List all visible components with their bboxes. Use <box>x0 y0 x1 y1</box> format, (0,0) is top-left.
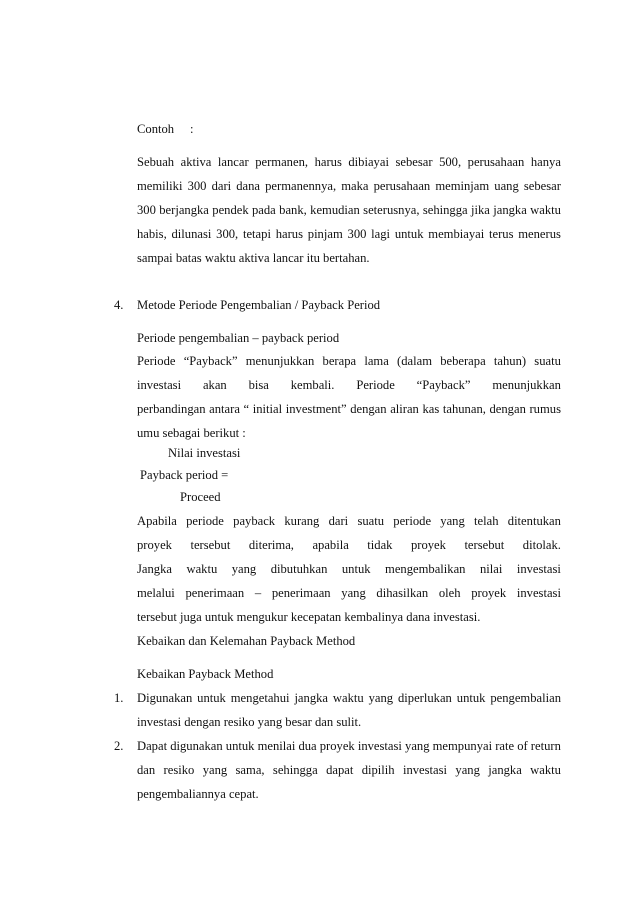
word: investasi <box>516 562 561 576</box>
word: jangka <box>493 203 527 217</box>
word: melalui <box>137 586 175 600</box>
formula-denominator: Proceed <box>180 490 221 504</box>
word: menunjukkan <box>492 378 561 392</box>
word: tahun) <box>493 354 527 368</box>
word: waktu <box>530 763 561 777</box>
list-item-line <box>137 738 561 754</box>
word: dilunasi <box>171 227 212 241</box>
word: permanen, <box>255 155 309 169</box>
word: untuk <box>341 562 371 576</box>
word: lama <box>364 354 389 368</box>
word: uang <box>494 179 519 193</box>
word: nilai <box>479 562 503 576</box>
word: tetapi <box>242 227 271 241</box>
word: jika <box>470 203 490 217</box>
word: waktu <box>332 691 364 705</box>
formula-numerator: Nilai investasi <box>168 446 241 460</box>
word: berjangka <box>159 203 209 217</box>
word: habis, <box>137 227 167 241</box>
word: “ <box>243 402 250 416</box>
word: – <box>254 586 262 600</box>
word: maka <box>341 179 369 193</box>
word: akan <box>202 378 227 392</box>
paragraph2-line <box>137 377 561 393</box>
word: kemudian <box>310 203 360 217</box>
contoh-colon: : <box>190 122 194 136</box>
word: diterima, <box>248 538 294 552</box>
word: menunjukkan <box>245 354 315 368</box>
word: proyek <box>137 538 172 552</box>
word: untuk <box>197 691 226 705</box>
word: 500, <box>439 155 462 169</box>
word: harus <box>314 155 342 169</box>
word: investasi <box>516 586 561 600</box>
word: mengembalikan <box>385 562 466 576</box>
word: jangka <box>488 763 522 777</box>
word: pinjam <box>307 227 343 241</box>
word: Digunakan <box>137 691 193 705</box>
word: untuk <box>225 739 255 753</box>
word: investasi <box>402 763 448 777</box>
word: ditolak. <box>522 538 561 552</box>
word: “Payback” <box>183 354 238 368</box>
paragraph1-line <box>137 178 561 194</box>
word: untuk <box>394 227 424 241</box>
word: telah <box>474 514 499 528</box>
paragraph2-line: Periode pengembalian – payback period <box>137 331 340 345</box>
word: suatu <box>357 514 385 528</box>
list-item-line <box>137 690 561 706</box>
word: pada <box>252 203 276 217</box>
word: dengan <box>350 402 387 416</box>
paragraph3-line <box>137 537 561 553</box>
word: rate <box>495 739 515 753</box>
paragraph3-line: tersebut juga untuk mengukur kecepatan kembalinya dana investasi. <box>137 610 481 624</box>
word: lancar <box>217 155 249 169</box>
word: harus <box>275 227 303 241</box>
section-title: Metode Periode Pengembalian / Payback Period <box>137 298 381 312</box>
word: penerimaan <box>185 586 245 600</box>
word: aliran <box>390 402 419 416</box>
word: perusahaan <box>467 155 525 169</box>
word: tersebut <box>190 538 231 552</box>
word: rumus <box>529 402 561 416</box>
word: periode <box>186 514 224 528</box>
word: Dapat <box>137 739 168 753</box>
word: sebesar <box>395 155 433 169</box>
word: kas <box>422 402 440 416</box>
word: sehingga <box>422 203 468 217</box>
list-item-number: 2. <box>114 739 124 753</box>
word: payback <box>233 514 276 528</box>
word: proyek <box>471 586 507 600</box>
word: sebesar <box>523 179 561 193</box>
word: apabila <box>312 538 349 552</box>
word: antara <box>209 402 240 416</box>
word: hanya <box>530 155 561 169</box>
word: dana <box>236 179 261 193</box>
word: Periode <box>137 354 176 368</box>
word: yang <box>202 763 228 777</box>
word: mengetahui <box>230 691 290 705</box>
word: tahunan, <box>442 402 486 416</box>
word: waktu <box>186 562 218 576</box>
word: meminjam <box>435 179 490 193</box>
word: of <box>517 739 528 753</box>
list-item-line: pengembaliannya cepat. <box>137 787 259 801</box>
word: suatu <box>534 354 561 368</box>
word: (dalam <box>397 354 432 368</box>
word: perusahaan <box>373 179 431 193</box>
paragraph3-line <box>137 585 561 601</box>
word: digunakan <box>170 739 223 753</box>
kebaikan-heading: Kebaikan Payback Method <box>137 667 274 681</box>
paragraph1-line: sampai batas waktu aktiva lancar itu bertahan. <box>137 251 370 265</box>
word: dan <box>137 763 156 777</box>
word: Jangka <box>137 562 172 576</box>
list-item-number: 1. <box>114 691 124 705</box>
word: Sebuah <box>137 155 175 169</box>
word: 300 <box>347 227 367 241</box>
word: seterusnya, <box>363 203 420 217</box>
word: yang <box>405 739 430 753</box>
contoh-label: Contoh <box>137 122 175 136</box>
paragraph1-line <box>137 202 561 218</box>
word: permanennya, <box>265 179 337 193</box>
word: proyek <box>410 538 446 552</box>
word: dihasilkan <box>376 586 429 600</box>
word: Apabila <box>137 514 177 528</box>
word: dibutuhkan <box>270 562 328 576</box>
word: pendek <box>212 203 249 217</box>
word: return <box>530 739 561 753</box>
word: dari <box>328 514 349 528</box>
word: perbandingan <box>137 402 206 416</box>
word: yang <box>341 586 366 600</box>
paragraph3-line: Kebaikan dan Kelemahan Payback Method <box>137 634 356 648</box>
word: berapa <box>322 354 357 368</box>
word: diperlukan <box>398 691 452 705</box>
word: yang <box>455 763 480 777</box>
word: initial <box>252 402 283 416</box>
word: dengan <box>489 402 526 416</box>
paragraph3-line <box>137 513 561 529</box>
word: dari <box>211 179 232 193</box>
list-item-line: investasi dengan resiko yang besar dan sulit. <box>137 715 362 729</box>
word: 300 <box>137 203 156 217</box>
word: periode <box>393 514 432 528</box>
word: pengembalian <box>490 691 561 705</box>
word: dipilih <box>361 763 395 777</box>
formula-lhs: Payback period = <box>140 468 229 482</box>
paragraph2-line <box>137 353 561 369</box>
word: “Payback” <box>416 378 471 392</box>
word: membiayai <box>428 227 485 241</box>
paragraph2-line <box>137 401 561 417</box>
word: yang <box>440 514 465 528</box>
section-number: 4. <box>114 298 124 312</box>
word: memiliki <box>137 179 183 193</box>
word: investasi <box>357 739 402 753</box>
word: resiko <box>163 763 195 777</box>
word: menerus <box>518 227 561 241</box>
word: beberapa <box>440 354 486 368</box>
word: investment” <box>285 402 347 416</box>
word: kembali. <box>290 378 335 392</box>
word: sehingga <box>272 763 318 777</box>
word: dibiayai <box>348 155 389 169</box>
word: ditentukan <box>507 514 561 528</box>
word: sama, <box>235 763 265 777</box>
word: Periode <box>356 378 395 392</box>
word: tidak <box>367 538 393 552</box>
word: menilai <box>257 739 296 753</box>
word: investasi <box>137 378 182 392</box>
paragraph1-line <box>137 226 561 242</box>
word: mempunyai <box>432 739 493 753</box>
word: aktiva <box>180 155 212 169</box>
word: penerimaan <box>271 586 331 600</box>
word: dua <box>298 739 317 753</box>
word: yang <box>368 691 394 705</box>
word: dapat <box>326 763 354 777</box>
paragraph2-line: umu sebagai berikut : <box>137 426 246 440</box>
word: waktu <box>530 203 561 217</box>
paragraph3-line <box>137 561 561 577</box>
word: bank, <box>279 203 307 217</box>
word: oleh <box>438 586 461 600</box>
list-item-line <box>137 762 561 778</box>
word: terus <box>489 227 514 241</box>
word: bisa <box>248 378 269 392</box>
paragraph1-line <box>137 154 561 170</box>
word: 300, <box>216 227 239 241</box>
word: jangka <box>294 691 329 705</box>
word: tersebut <box>464 538 505 552</box>
word: kurang <box>284 514 320 528</box>
word: yang <box>231 562 257 576</box>
word: untuk <box>456 691 486 705</box>
word: proyek <box>319 739 355 753</box>
word: 300 <box>187 179 207 193</box>
word: lagi <box>371 227 391 241</box>
